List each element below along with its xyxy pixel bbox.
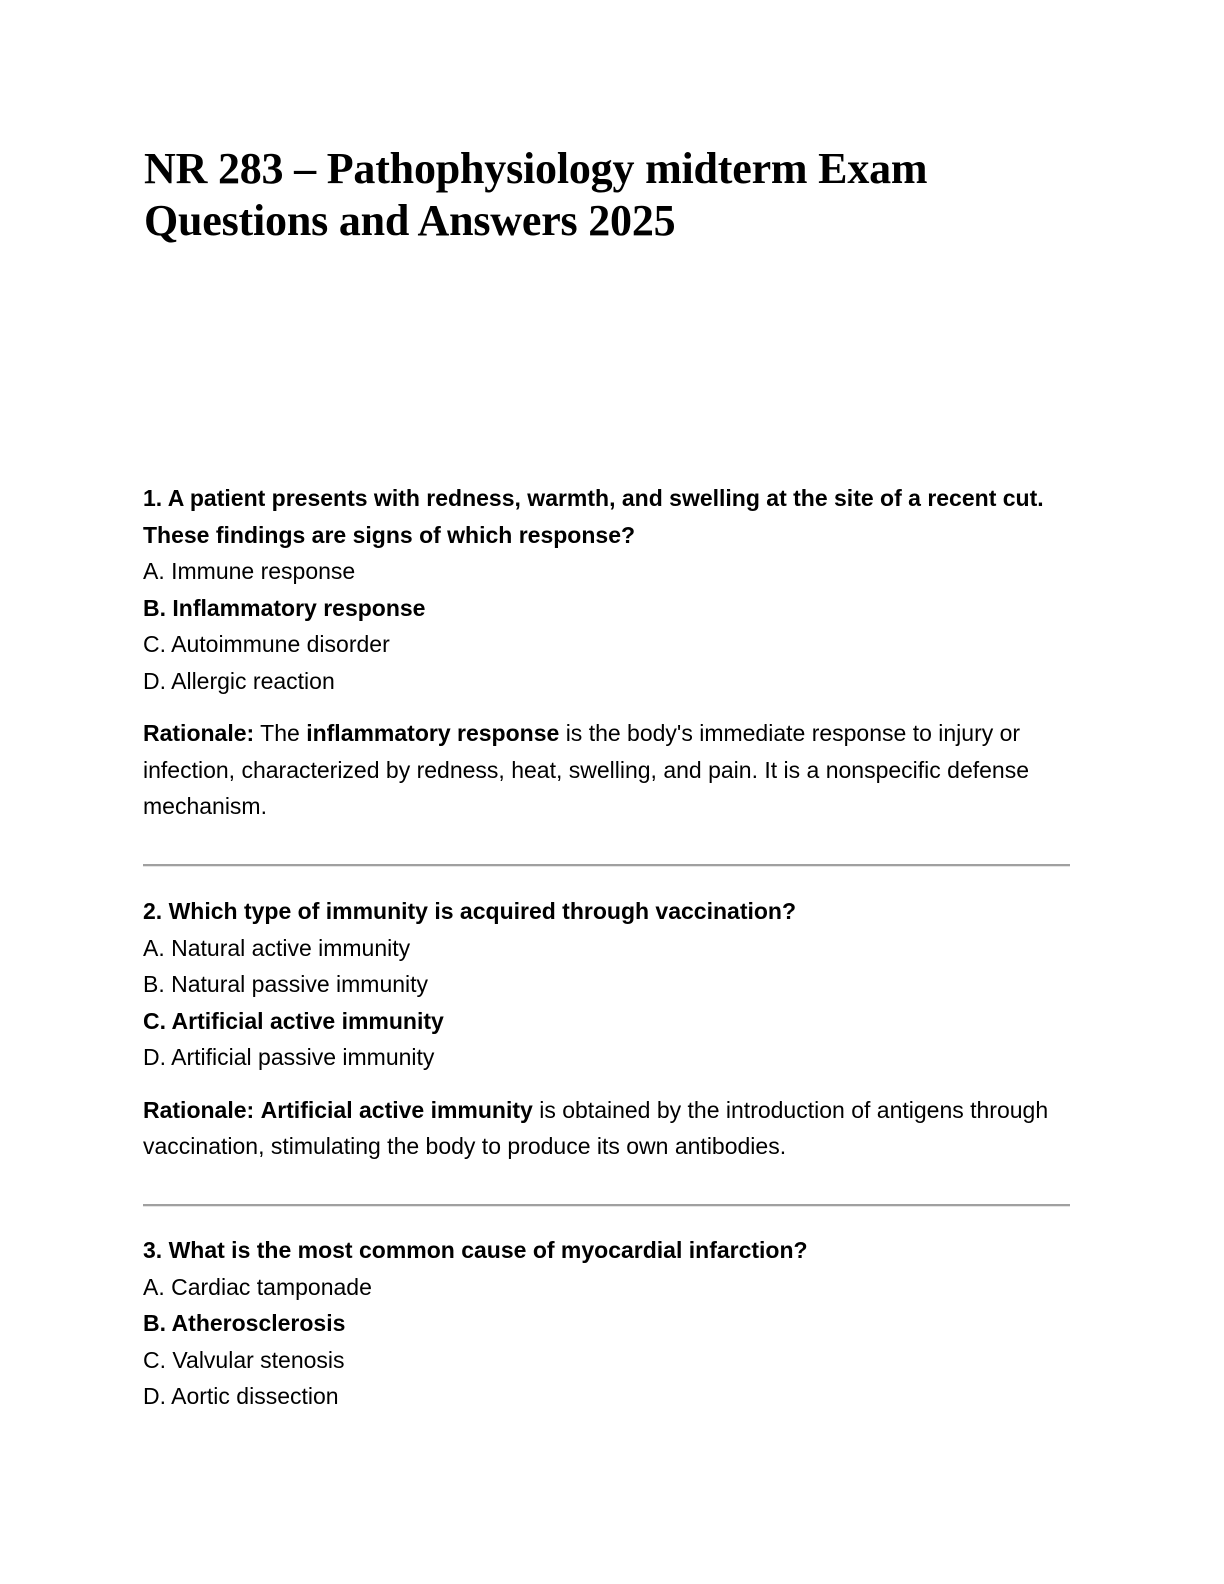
rationale-label: Rationale:	[143, 720, 255, 746]
answer-option-a: A. Immune response	[143, 558, 356, 584]
answer-option-b-correct: B. Inflammatory response	[143, 594, 426, 621]
question-text: 1. A patient presents with redness, warmth, and swelling at the site of a recent cut. These findings are signs of which response?	[143, 485, 1044, 548]
answer-option-d: D. Artificial passive immunity	[143, 1044, 435, 1070]
title-line-1: NR 283 – Pathophysiology midterm Exam	[144, 144, 928, 193]
rationale-label: Rationale:	[143, 1096, 255, 1123]
rationale-term: Artificial active immunity	[260, 1096, 533, 1123]
answer-option-d: D. Allergic reaction	[143, 667, 335, 694]
question-2	[143, 893, 1078, 1165]
rationale-term: inflammatory response	[306, 720, 560, 746]
question-1	[143, 480, 1078, 825]
section-divider	[143, 864, 1070, 867]
question-text: 2. Which type of immunity is acquired through vaccination?	[143, 898, 797, 924]
answer-option-c: C. Autoimmune disorder	[143, 631, 390, 657]
answer-option-b: B. Natural passive immunity	[143, 971, 429, 997]
page-title	[144, 143, 1104, 247]
section-divider	[143, 1204, 1070, 1207]
answer-option-a: A. Natural active immunity	[143, 934, 411, 961]
rationale: Rationale: Artificial active immunity is obtained by the introduction of antigens through vaccination, stimulating the body to produce its own antibodies.	[143, 1096, 1049, 1159]
answer-option-a: A. Cardiac tamponade	[143, 1273, 372, 1300]
answer-option-d: D. Aortic dissection	[143, 1383, 339, 1409]
answer-option-c-correct: C. Artificial active immunity	[143, 1007, 444, 1034]
answer-option-c: C. Valvular stenosis	[143, 1346, 345, 1373]
rationale: Rationale: The inflammatory response is the body's immediate response to injury or infection, characterized by redness, heat, swelling, and pain. It is a nonspecific defense mechanism.	[143, 720, 1030, 819]
title-line-2: Questions and Answers 2025	[144, 196, 676, 245]
question-3	[143, 1232, 1078, 1415]
answer-option-b-correct: B. Atherosclerosis	[143, 1310, 346, 1336]
question-text: 3. What is the most common cause of myocardial infarction?	[143, 1237, 808, 1263]
